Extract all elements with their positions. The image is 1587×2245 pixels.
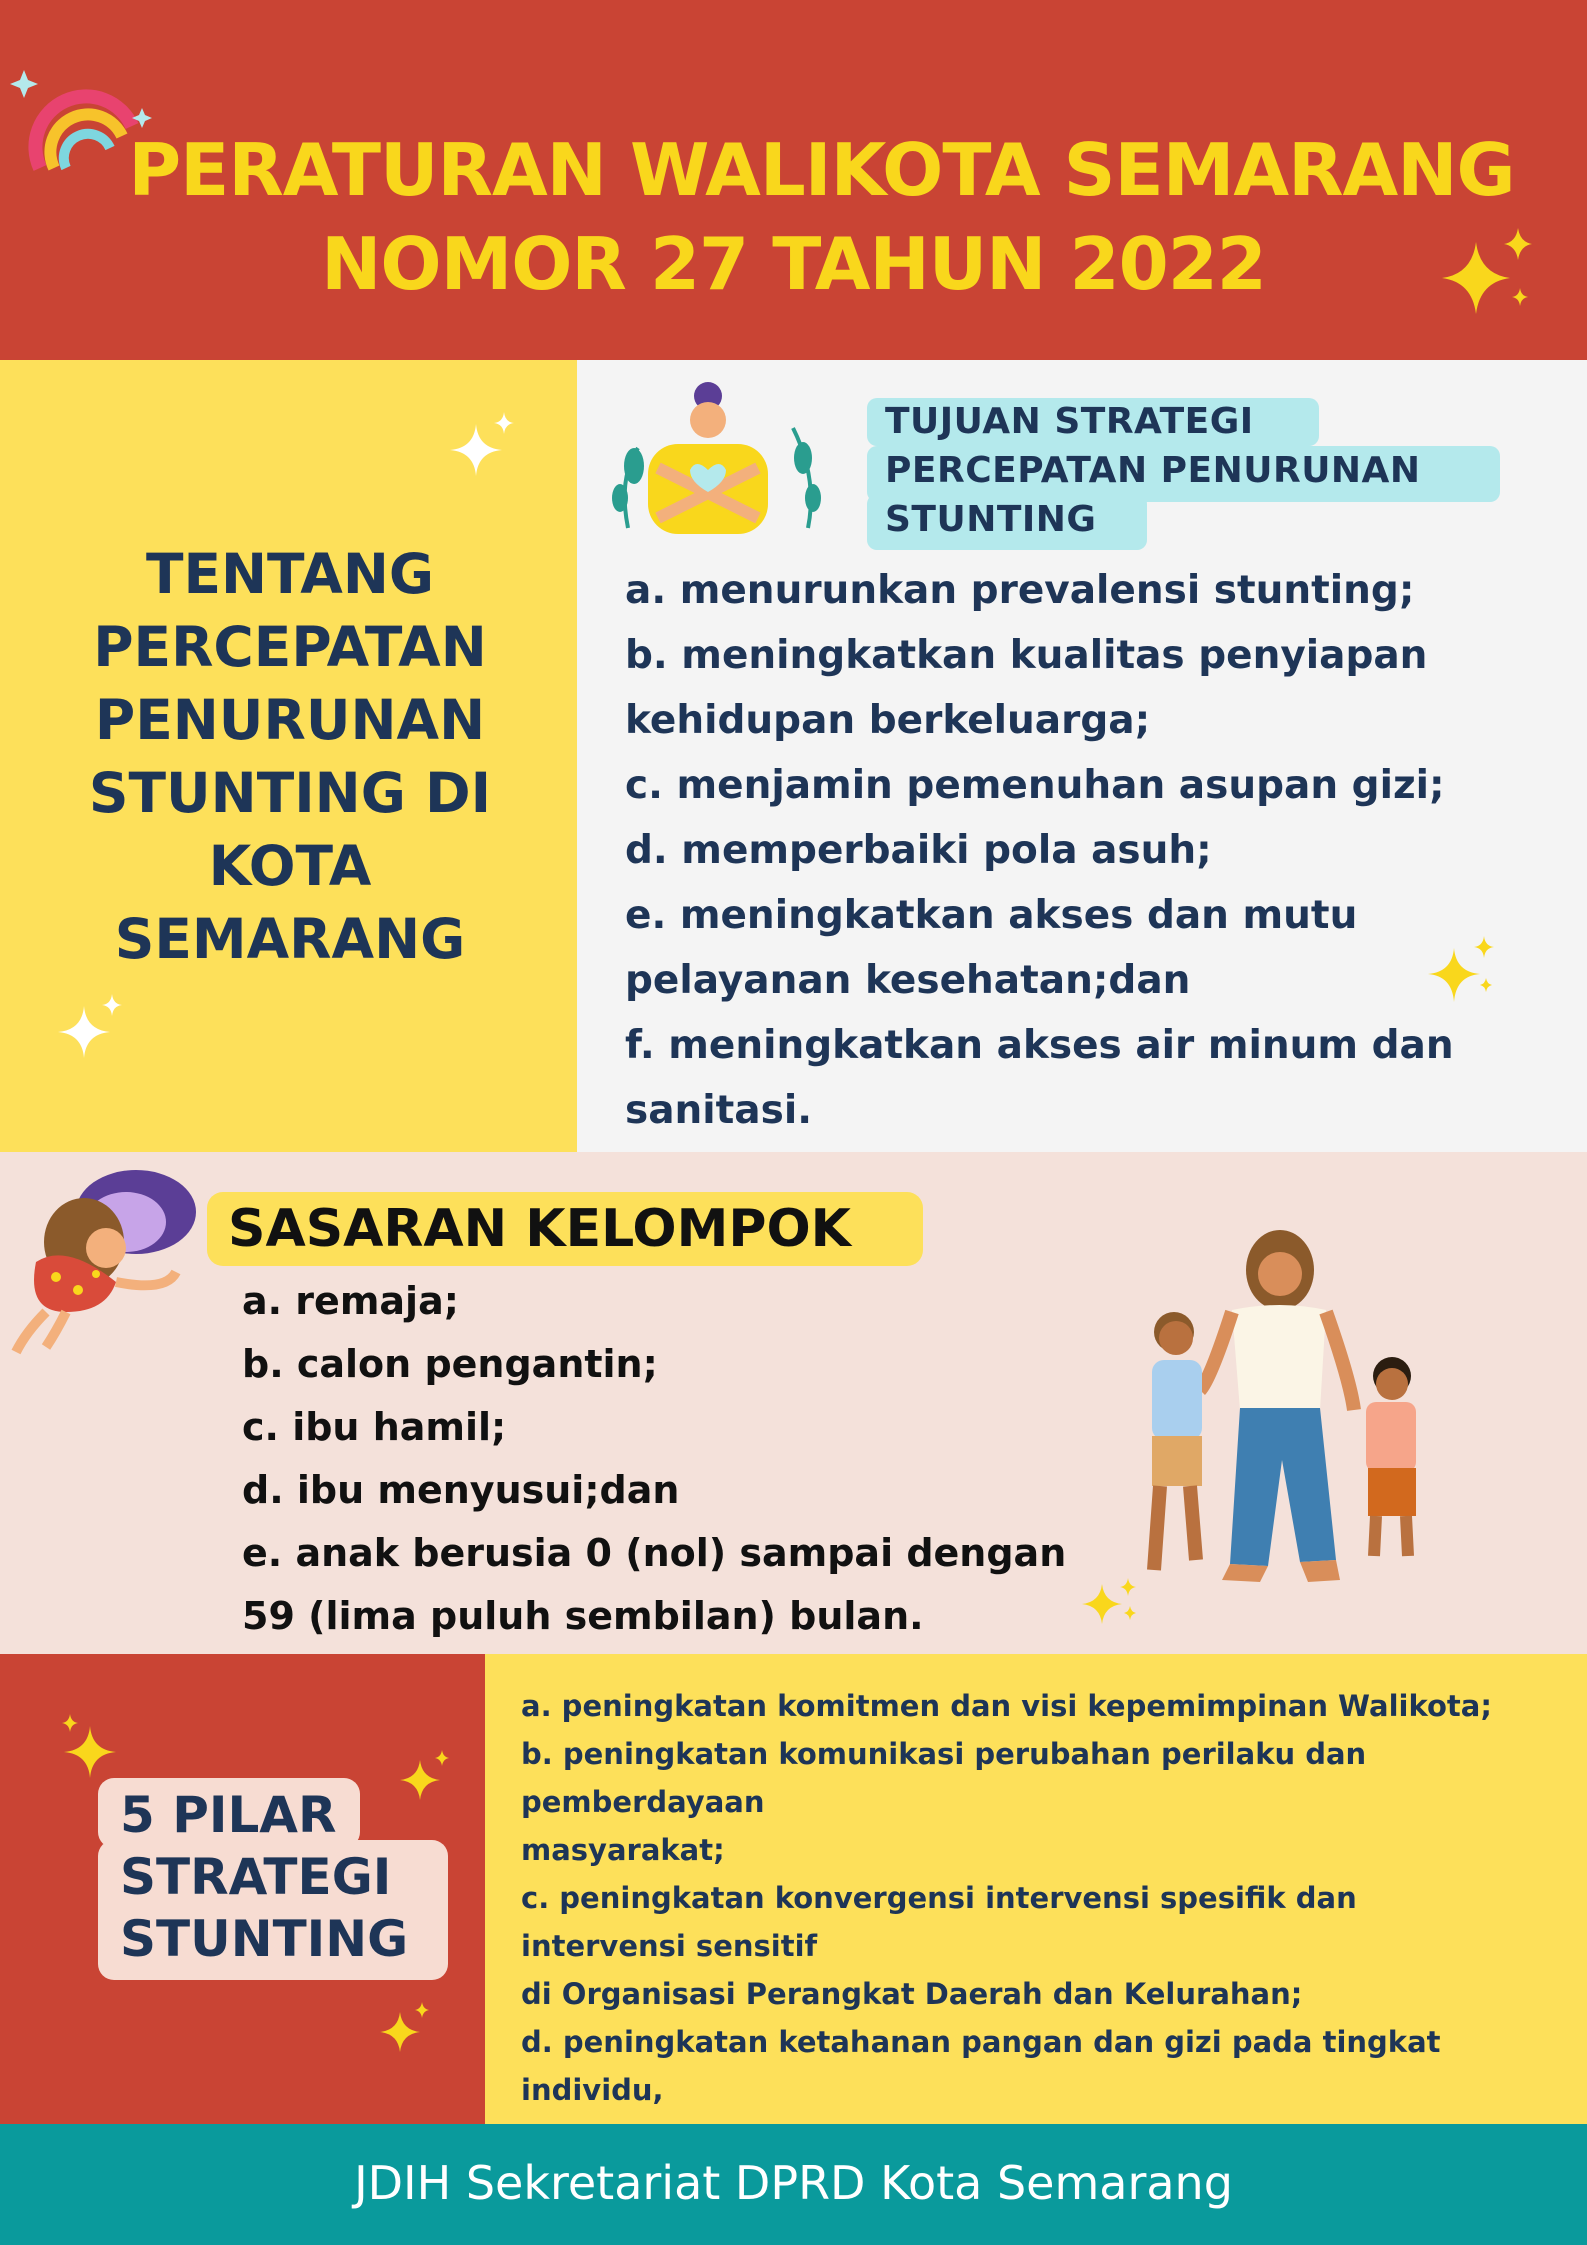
about-title xyxy=(30,538,550,976)
pillar-item: pemberdayaan xyxy=(521,1785,765,1819)
target-item: a. remaja; xyxy=(242,1279,459,1323)
goal-item: sanitasi. xyxy=(625,1088,813,1133)
about-title-line: PENURUNAN xyxy=(94,688,486,752)
goal-item: c. menjamin pemenuhan asupan gizi; xyxy=(625,763,1445,808)
pillar-label-line: STUNTING xyxy=(120,1910,409,1968)
sparkle-icon xyxy=(56,990,128,1062)
target-item: 59 (lima puluh sembilan) bulan. xyxy=(242,1594,924,1638)
about-title-line: STUNTING DI xyxy=(88,761,492,825)
about-title-line: KOTA xyxy=(208,834,372,898)
goal-item: f. meningkatkan akses air minum dan xyxy=(625,1023,1454,1068)
pillar-item: c. peningkatan konvergensi intervensi spesifik dan xyxy=(521,1881,1357,1915)
target-item: e. anak berusia 0 (nol) sampai dengan xyxy=(242,1531,1067,1575)
family-illustration xyxy=(1140,1230,1450,1600)
pillar-item: intervensi sensitif xyxy=(521,1929,818,1963)
goal-item: a. menurunkan prevalensi stunting; xyxy=(625,568,1415,613)
goal-item: b. meningkatkan kualitas penyiapan xyxy=(625,633,1428,678)
goals-heading-line: STUNTING xyxy=(885,499,1097,540)
goal-item: e. meningkatkan akses dan mutu xyxy=(625,893,1358,938)
pillar-item: masyarakat; xyxy=(521,1833,725,1867)
goals-heading-line: PERCEPATAN PENURUNAN xyxy=(885,450,1421,491)
title-line-2: NOMOR 27 TAHUN 2022 xyxy=(321,222,1266,306)
target-heading: SASARAN KELOMPOK xyxy=(228,1199,851,1259)
title-line-1: PERATURAN WALIKOTA SEMARANG xyxy=(128,128,1515,212)
pillar-label-line: 5 PILAR xyxy=(120,1786,337,1844)
pillar-item: di Organisasi Perangkat Daerah dan Kelurahan; xyxy=(521,1977,1303,2011)
target-item: b. calon pengantin; xyxy=(242,1342,658,1386)
sparkle-icon xyxy=(448,408,520,480)
goal-item: pelayanan kesehatan;dan xyxy=(625,958,1191,1003)
footer-text: JDIH Sekretariat DPRD Kota Semarang xyxy=(354,2156,1233,2210)
sparkle-icon xyxy=(58,1712,128,1782)
pillar-item: b. peningkatan komunikasi perubahan perilaku dan xyxy=(521,1737,1367,1771)
goals-heading-line: TUJUAN STRATEGI xyxy=(885,401,1254,442)
pillar-item: individu, xyxy=(521,2073,664,2107)
pillar-item: d. peningkatan ketahanan pangan dan gizi pada tingkat xyxy=(521,2025,1441,2059)
sparkle-icon xyxy=(396,1748,452,1804)
goal-item: kehidupan berkeluarga; xyxy=(625,698,1151,743)
target-item: d. ibu menyusui;dan xyxy=(242,1468,680,1512)
goal-item: d. memperbaiki pola asuh; xyxy=(625,828,1212,873)
about-title-line: TENTANG xyxy=(145,542,435,606)
pillar-label-line: STRATEGI xyxy=(120,1848,392,1906)
self-love-illustration xyxy=(598,378,838,548)
sparkle-icon xyxy=(1082,1576,1142,1626)
sparkle-icon xyxy=(376,2000,432,2056)
about-title-line: PERCEPATAN xyxy=(93,615,487,679)
sleeping-woman-illustration xyxy=(6,1162,206,1362)
sparkle-icon xyxy=(1428,932,1500,1008)
pillar-item: a. peningkatan komitmen dan visi kepemimpinan Walikota; xyxy=(521,1689,1492,1723)
sparkle-icon xyxy=(1436,222,1540,326)
target-item: c. ibu hamil; xyxy=(242,1405,507,1449)
about-title-line: SEMARANG xyxy=(114,907,466,971)
